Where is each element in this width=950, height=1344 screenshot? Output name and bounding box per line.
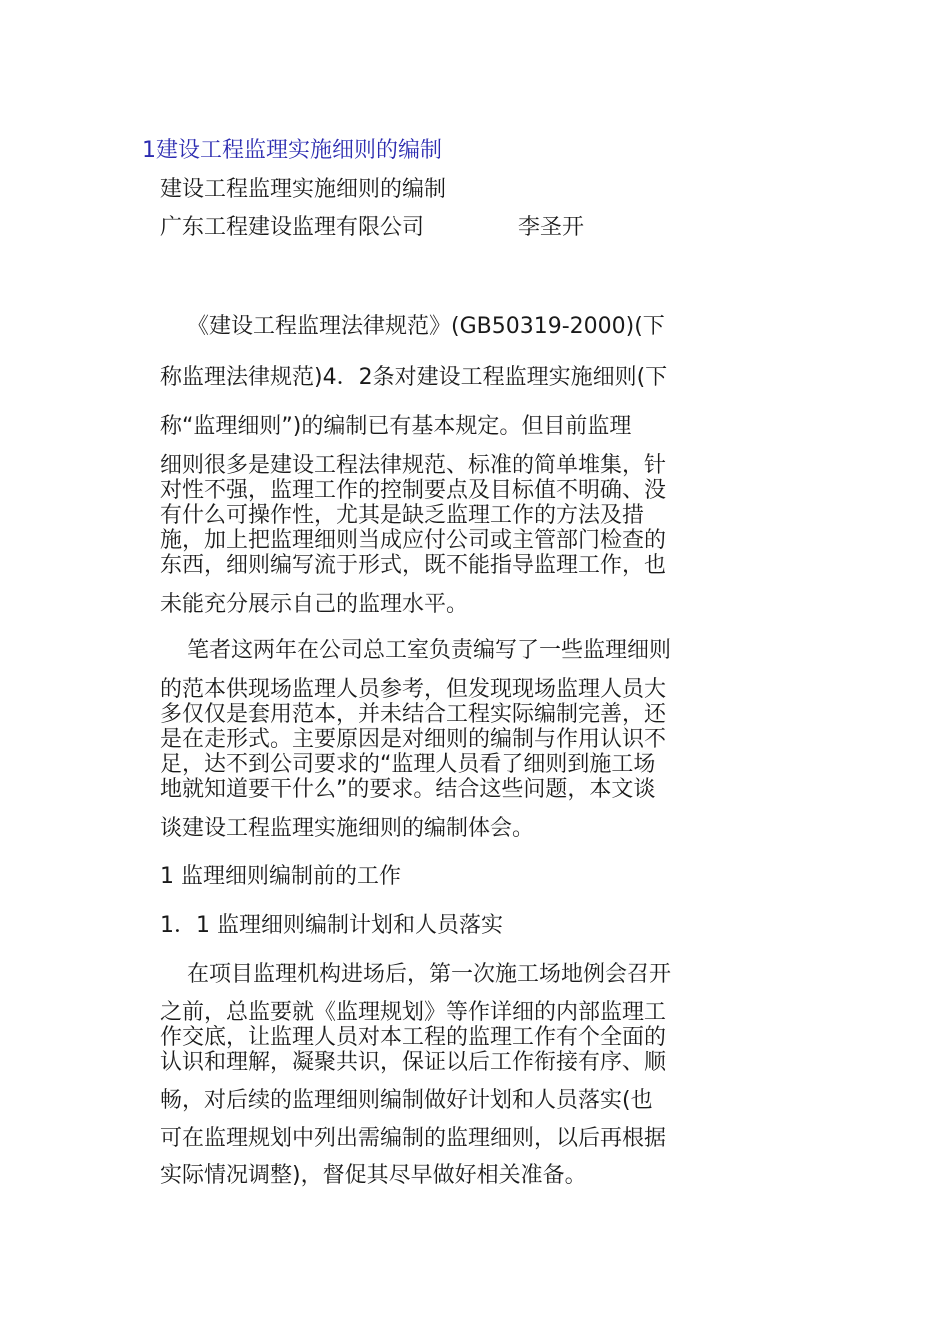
body-line: 有什么可操作性，尤其是缺乏监理工作的方法及措 [160,503,645,528]
body-line: 未能充分展示自己的监理水平。 [160,592,469,617]
body-line: 实际情况调整)，督促其尽早做好相关准备。 [160,1163,587,1188]
body-line: 称监理法律规范)4．2条对建设工程监理实施细则(下 [160,365,668,390]
body-line: 作交底，让监理人员对本工程的监理工作有个全面的 [160,1025,667,1050]
body-line: 施，加上把监理细则当成应付公司或主管部门检查的 [160,528,667,553]
subsection-heading: 1．1 监理细则编制计划和人员落实 [160,913,503,938]
body-line: 是在走形式。主要原因是对细则的编制与作用认识不 [160,727,667,752]
body-line: 畅，对后续的监理细则编制做好计划和人员落实(也 [160,1088,653,1113]
body-line: 足，达不到公司要求的“监理人员看了细则到施工场 [160,752,656,777]
body-line: 多仅仅是套用范本，并未结合工程实际编制完善，还 [160,702,667,727]
body-line: 在项目监理机构进场后，第一次施工场地例会召开 [187,962,672,987]
body-line: 东西，细则编写流于形式，既不能指导监理工作，也 [160,553,667,578]
body-line: 之前，总监要就《监理规划》等作详细的内部监理工 [160,1000,667,1025]
document-subtitle: 建设工程监理实施细则的编制 [160,177,447,202]
body-line: 谈建设工程监理实施细则的编制体会。 [160,816,535,841]
body-line: 《建设工程监理法律规范》(GB50319-2000)(下 [187,314,665,339]
body-line: 地就知道要干什么”的要求。结合这些问题，本文谈 [160,777,656,802]
author-name: 李圣开 [518,215,585,240]
body-line: 细则很多是建设工程法律规范、标准的简单堆集，针 [160,453,667,478]
body-line: 对性不强，监理工作的控制要点及目标值不明确、没 [160,478,667,503]
body-line: 认识和理解，凝聚共识，保证以后工作衔接有序、顺 [160,1050,667,1075]
body-line: 笔者这两年在公司总工室负责编写了一些监理细则 [187,638,672,663]
body-line: 可在监理规划中列出需编制的监理细则，以后再根据 [160,1126,667,1151]
author-organization: 广东工程建设监理有限公司 [160,215,425,240]
section-heading: 1 监理细则编制前的工作 [160,864,401,889]
body-line: 的范本供现场监理人员参考，但发现现场监理人员大 [160,677,667,702]
document-title: 1建设工程监理实施细则的编制 [142,138,442,163]
body-line: 称“监理细则”)的编制已有基本规定。但目前监理 [160,414,632,439]
